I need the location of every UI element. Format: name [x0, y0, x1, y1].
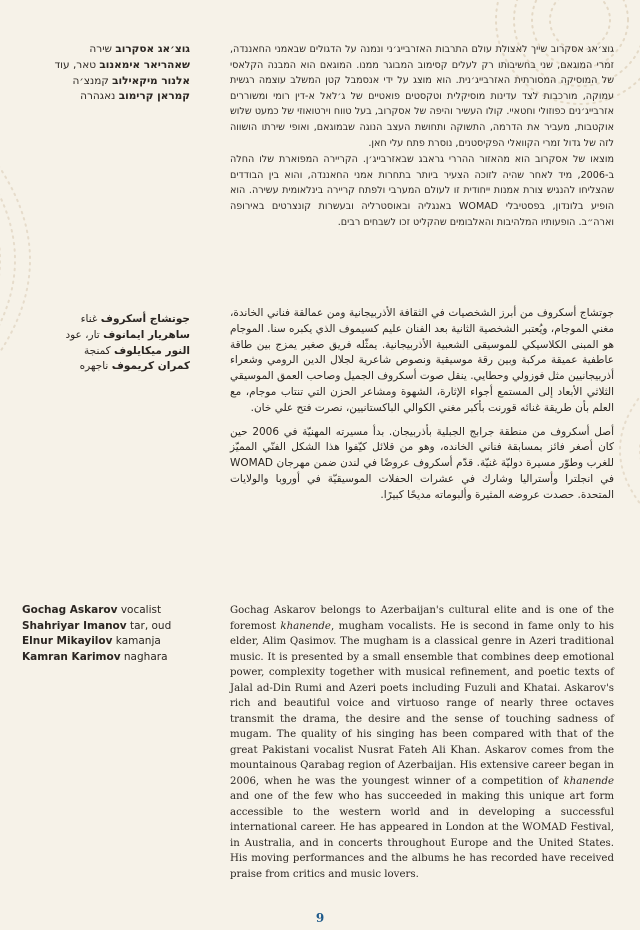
hebrew-paragraph-1: גוצ׳אג אסקרוב שייך לאצולת עולם התרבות האזרבייג׳ני ונמנה על הדגולים שבאמני החאננדה, זמרי המוגאם, שני בחשיבותו רק לעלים קסימוב המבוגר ממנו. המוגאם הוא המבנה הקלאסי של המוסיקה המסורתית האזרבייג׳נית. הוא מוצג על ידי אנסמבל קטן המשלב עוצמה רגשית עמוקה, מורכבות לצד עדינות מוסיקלית וטקסטים פואטיים של ג׳לאל א-דין רומי ומשוררים אזרבייג׳נים כפוזולי וחטאיי. קולו העשיר והיפה של אסקרוב, בעל טווח וירטואוזי של כמעט שלוש אוקטבות, מעביר את הדרמה, התשוקה ותחושת העצב הנוגה שבמוגאם, ואופי שירתו הושווה לזה של גדול זמרי הקוואלי הפקיסטנים, נוסרת פתח עלי חאן. — [230, 44, 614, 149]
hebrew-body-text — [230, 42, 614, 230]
credits-hebrew — [22, 42, 190, 105]
english-body-text — [230, 603, 614, 882]
credit-line: Shahriyar Imanov tar, oud — [22, 619, 172, 632]
credits-arabic — [22, 312, 190, 375]
khanende-term: khanende — [563, 775, 614, 787]
credit-line: גוצ׳אג אסקרוב שירה — [89, 43, 190, 55]
credit-line: Kamran Karimov naghara — [22, 650, 168, 663]
credit-line: שאהריאר אימאנוב טאר, עוד — [54, 58, 190, 71]
page-number: 9 — [315, 911, 325, 925]
credit-line: אלנור מיקאילוב קמנצ׳ה — [72, 74, 190, 87]
credits-english — [22, 603, 190, 665]
credit-line: كمران كريموف ناجهره — [79, 360, 190, 373]
arabic-paragraph-2: أصل أسكروف من منطقة جرابج الجبلية بأذربيجان. بدأ مسيرته المهنيّة في 2006 حين كان أصغر فائز بمسابقة فناني الخانده، وهو من قلائل كيّفوا هذا الشكل الفنّي المميّز للغرب وطوّر مسيرة دوليّة غنيّة. قدّم أسكروف عروضًا في لندن ضمن مهرجان WOMAD في انجلترا وأستراليا وشارك في عشرات الحفلات الموسيقيّة في أوروبا والولايات المتحدة. حصدت عروضه المثيرة وألبوماته مديحًا كبيرًا. — [230, 425, 614, 501]
credit-line: Elnur Mikayilov kamanja — [22, 635, 161, 648]
credit-line: קמראן קרימוב נאגהרה — [80, 90, 190, 103]
hebrew-paragraph-2: מוצאו של אסקרוב הוא מהאזור ההררי גראבג שבאזרבייג׳ן. הקריירה המפוארת שלו החלה ב-2006, מיד לאחר שהיה לזוכה הצעיר ביותר בתחרות אמני החאננדה, והוא בין הבודדים שהצליחו להנגיש צורת אמנות ייחודית זו לעולם המערבי ולפתח קריירה בינלאומית עשירה. הוא הופיע בלונדון, בפסטיבלי WOMAD באנגליה ובאוסטרליה ובעשרות קונצרטים באירופה וארה״ב. הופעותיו המלהיבות והאלבומים שהקליט זכו לשבחים רבים. — [230, 154, 615, 228]
credit-line: جوتشاج أسكروف غناء — [80, 313, 190, 325]
credit-line: النور ميكايلوف كمنجة — [84, 344, 190, 357]
credit-line: ساهريار ايمانوف تار، عود — [65, 328, 190, 341]
arabic-paragraph-1: جوتشاج أسكروف من أبرز الشخصيات في الثقافة الأذربيجانية ومن عمالقة فناني الخاندة، مغني الموجام، ويُعتبر الشخصية الثانية بعد الفنان عليم كسيموف الذي يكبره سنا. الموجام هو المبنى الكلاسيكي للموسيقى الشعبية الأذربيجانية. يمثّله فريق صغير يمزج بين طاقة عاطفية عميقة مركبة وبين رقة موسيقية ونصوص شاعرية لجلال الدين الرومي وشعراء أذربيجانيين مثل فوزولي وحطايي. ينقل صوت أسكروف الجميل وصاحب العمق الموسيقي الثلاثي الأبعاد إلى المستمع أجواء الإثارة، الشهوة ومشاعر الحزن التي تنتاب موجام، مع العلم بأن طريقة غنائه قورنت بأكبر مغني الكوالي الباكستانيين، نصرت فتح علي خان. — [230, 307, 614, 414]
arabic-body-text — [230, 306, 614, 504]
english-paragraph: Gochag Askarov belongs to Azerbaijan's cultural elite and is one of the foremost khanende, mugham vocalists. He is second in fame only to his elder, Alim Qasimov. The mugham is a classical genre in Azeri traditional music. It is presented by a small ensemble that combines deep emotional power, complexity together with musical refinement, and poetic texts of Jalal ad-Din Rumi and Azeri poets including Fuzuli and Khatai. Askarov's rich and beautiful voice and virtuoso range of nearly three octaves transmit the drama, the desire and the sense of touching sadness of mugam. The quality of his singing has been compared with that of the great Pakistani vocalist Nusrat Fateh Ali Khan. Askarov comes from the mountainous Qarabag region of Azerbaijan. His extensive career began in 2006, when he was the youngest winner of a competition of khanende and one of the few who has succeeded in making this unique art form accessible to the western world and in developing a successful international career. He has appeared in London at the WOMAD Festival, in Australia, and in concerts throughout Europe and the United States. His moving performances and the albums he has recorded have received praise from critics and music lovers. — [230, 605, 614, 880]
credit-line: Gochag Askarov vocalist — [22, 604, 162, 616]
khanende-term: khanende — [280, 620, 331, 632]
